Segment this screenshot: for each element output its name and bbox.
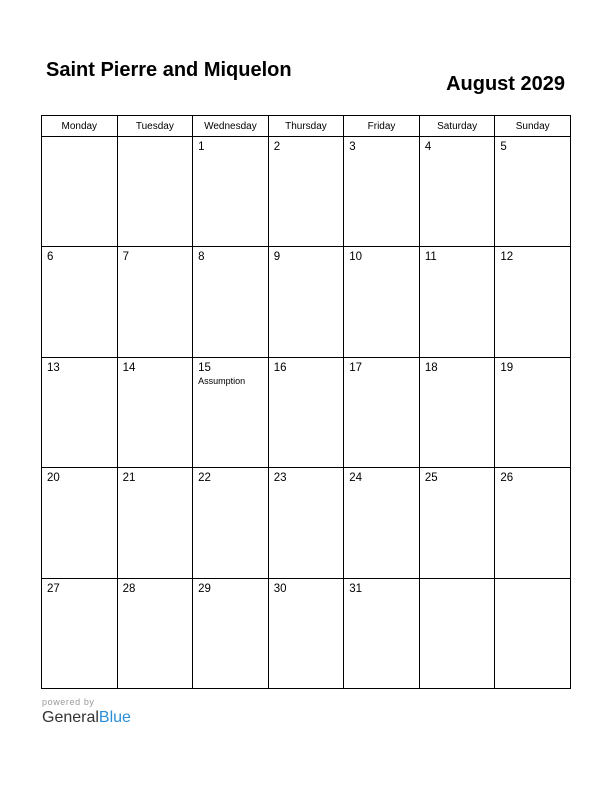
day-number: 3 xyxy=(349,141,356,153)
weekday-header-row xyxy=(42,116,571,137)
weekday-monday: Monday xyxy=(42,116,118,137)
day-number: 18 xyxy=(424,361,438,374)
day-cell xyxy=(495,468,571,578)
day-cell xyxy=(42,137,118,247)
day-cell xyxy=(495,578,571,688)
region-title: Saint Pierre and Miquelon xyxy=(46,59,292,81)
day-number: 27 xyxy=(47,582,60,595)
week-row xyxy=(42,468,571,578)
day-number xyxy=(118,137,193,141)
day-number: 19 xyxy=(500,361,514,374)
day-cell xyxy=(117,247,193,357)
day-number xyxy=(420,579,495,583)
day-number: 10 xyxy=(349,251,363,264)
day-cell xyxy=(117,357,193,467)
day-number: 29 xyxy=(198,582,211,595)
day-number: 13 xyxy=(47,361,60,374)
day-number: 5 xyxy=(500,141,507,153)
day-number: 7 xyxy=(122,251,129,264)
holiday-label: Assumption xyxy=(198,375,246,386)
day-number: 12 xyxy=(500,251,514,264)
day-number: 25 xyxy=(424,472,438,485)
day-cell xyxy=(42,468,118,578)
day-cell xyxy=(193,468,269,578)
day-cell xyxy=(193,357,269,467)
day-cell xyxy=(268,137,344,247)
day-number: 15 xyxy=(198,361,211,374)
day-cell xyxy=(193,578,269,688)
day-cell xyxy=(42,247,118,357)
day-cell xyxy=(419,247,495,357)
week-row xyxy=(42,247,571,357)
day-number: 28 xyxy=(122,582,136,595)
day-number: 14 xyxy=(122,361,136,374)
weekday-tuesday: Tuesday xyxy=(117,116,193,137)
footer-branding xyxy=(42,697,131,728)
day-cell xyxy=(117,468,193,578)
day-cell xyxy=(344,247,420,357)
day-number xyxy=(495,579,570,583)
day-cell xyxy=(42,357,118,467)
week-row xyxy=(42,357,571,467)
day-number: 16 xyxy=(273,361,287,374)
day-number: 31 xyxy=(349,582,363,595)
day-cell xyxy=(495,247,571,357)
day-number: 4 xyxy=(424,141,432,153)
weekday-wednesday: Wednesday xyxy=(193,116,269,137)
day-number: 8 xyxy=(198,251,205,264)
day-cell xyxy=(344,137,420,247)
day-number: 24 xyxy=(349,472,363,485)
week-row xyxy=(42,578,571,688)
day-number: 23 xyxy=(273,472,287,485)
day-cell xyxy=(193,247,269,357)
day-number: 2 xyxy=(273,141,281,153)
day-number: 22 xyxy=(198,472,211,485)
day-number: 30 xyxy=(273,582,287,595)
brand-general: General xyxy=(42,709,99,726)
week-row xyxy=(42,137,571,247)
day-cell xyxy=(193,137,269,247)
brand-logo xyxy=(42,708,131,728)
day-number: 26 xyxy=(500,472,514,485)
day-number: 17 xyxy=(349,361,363,374)
day-cell xyxy=(344,468,420,578)
month-title: August 2029 xyxy=(446,73,565,95)
day-cell xyxy=(344,578,420,688)
day-cell xyxy=(419,578,495,688)
day-number: 20 xyxy=(47,472,60,485)
day-cell xyxy=(268,578,344,688)
day-number: 1 xyxy=(198,141,205,153)
day-cell xyxy=(268,357,344,467)
day-number: 11 xyxy=(424,251,437,264)
calendar-grid xyxy=(41,115,571,689)
day-cell xyxy=(419,137,495,247)
brand-blue: Blue xyxy=(98,709,131,726)
day-cell xyxy=(268,247,344,357)
powered-by-label: powered by xyxy=(42,697,95,707)
day-cell xyxy=(117,578,193,688)
day-cell xyxy=(268,468,344,578)
day-cell xyxy=(42,578,118,688)
weekday-sunday: Sunday xyxy=(495,116,571,137)
day-cell xyxy=(117,137,193,247)
day-number xyxy=(42,137,117,141)
day-cell xyxy=(419,468,495,578)
day-cell xyxy=(419,357,495,467)
day-number: 9 xyxy=(273,251,281,264)
weekday-saturday: Saturday xyxy=(419,116,495,137)
weekday-friday: Friday xyxy=(344,116,420,137)
weekday-thursday: Thursday xyxy=(268,116,344,137)
day-number: 6 xyxy=(47,251,54,264)
day-cell xyxy=(495,357,571,467)
day-cell xyxy=(495,137,571,247)
day-number: 21 xyxy=(122,472,136,485)
day-cell xyxy=(344,357,420,467)
